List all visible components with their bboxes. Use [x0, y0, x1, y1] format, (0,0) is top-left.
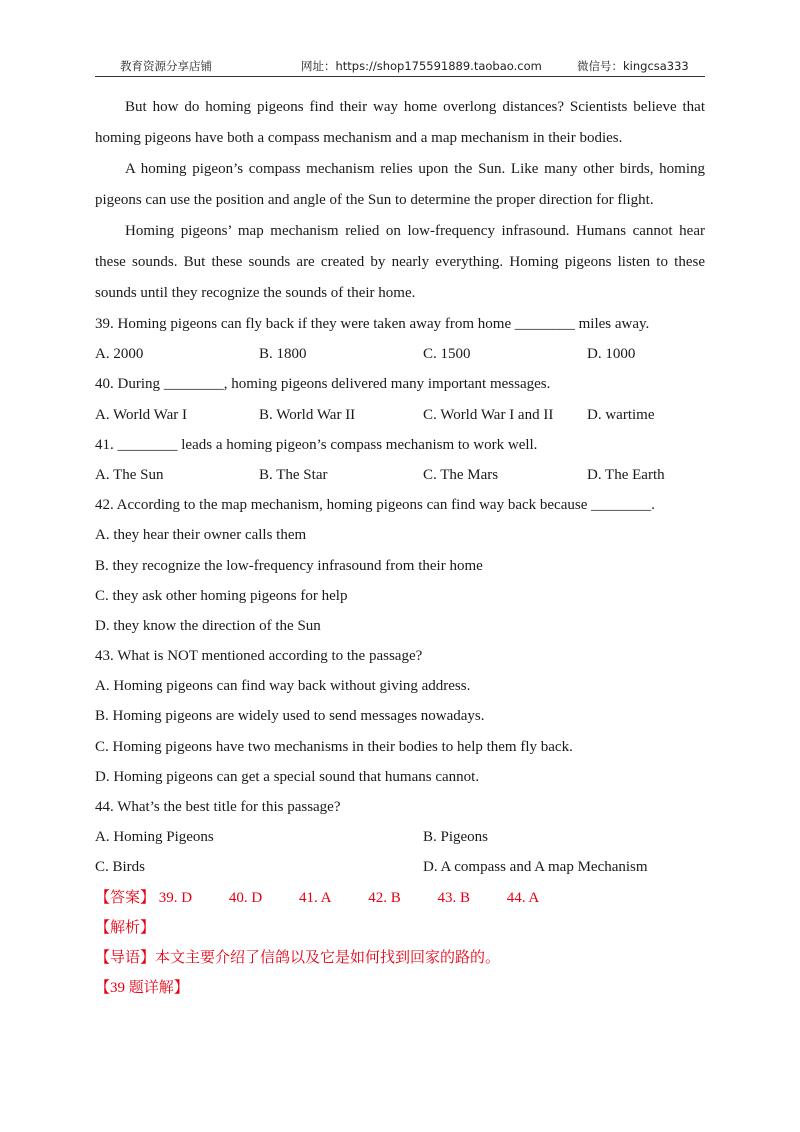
- question-41-options: [95, 460, 705, 490]
- question-40-stem: 40. During ________, homing pigeons delivered many important messages.: [95, 376, 551, 393]
- analysis-heading: 【解析】: [95, 919, 156, 936]
- question-42-stem: 42. According to the map mechanism, homing pigeons can find way back because ________.: [95, 497, 655, 514]
- answer-item: 40. D: [228, 889, 263, 906]
- answer-key: [95, 883, 705, 913]
- option: D. A compass and A map Mechanism: [423, 859, 648, 876]
- answer-item: 43. B: [437, 889, 470, 906]
- page-header: [95, 56, 705, 77]
- guide-text: 【导语】本文主要介绍了信鸽以及它是如何找到回家的路的。: [95, 949, 501, 966]
- option: D. 1000: [587, 346, 636, 363]
- passage-paragraph-1: But how do homing pigeons find their way home overlong distances? Scientists believe that homing pigeons have both a compass mechanism and a map mechanism in their bodies.: [95, 99, 705, 146]
- question-44-options-row-2: [95, 852, 705, 882]
- question-43-option-b: B. Homing pigeons are widely used to send messages nowadays.: [95, 708, 485, 725]
- question-43-stem: 43. What is NOT mentioned according to the passage?: [95, 648, 423, 665]
- question-42-option-a: A. they hear their owner calls them: [95, 527, 307, 544]
- header-url: 网址：https://shop175591889.taobao.com: [301, 59, 542, 73]
- option: C. 1500: [423, 346, 471, 363]
- option: A. The Sun: [95, 466, 164, 483]
- option: A. Homing Pigeons: [95, 829, 214, 846]
- option: B. Pigeons: [423, 829, 489, 846]
- question-41-stem: 41. ________ leads a homing pigeon’s compass mechanism to work well.: [95, 436, 538, 453]
- header-shop-name: 教育资源分享店铺: [120, 59, 212, 73]
- option: D. The Earth: [587, 466, 665, 483]
- question-42-option-d: D. they know the direction of the Sun: [95, 617, 321, 634]
- answer-item: 44. A: [506, 889, 540, 906]
- question-42-option-b: B. they recognize the low-frequency infrasound from their home: [95, 557, 483, 574]
- question-39-options: [95, 339, 705, 369]
- option: C. Birds: [95, 859, 146, 876]
- document-body: [95, 92, 705, 1003]
- option: B. 1800: [259, 346, 307, 363]
- question-43-option-a: A. Homing pigeons can find way back without giving address.: [95, 678, 471, 695]
- option: C. World War I and II: [423, 406, 554, 423]
- option: C. The Mars: [423, 466, 499, 483]
- passage-paragraph-2: A homing pigeon’s compass mechanism relies upon the Sun. Like many other birds, homing pigeons can use the position and angle of the Sun to determine the proper direction for flight.: [95, 161, 705, 208]
- header-wechat: 微信号：kingcsa333: [577, 59, 689, 73]
- question-44-options-row-1: [95, 822, 705, 852]
- answer-item: 39. D: [158, 889, 193, 906]
- answer-item: 42. B: [368, 889, 401, 906]
- option: B. World War II: [259, 406, 356, 423]
- passage-paragraph-3: Homing pigeons’ map mechanism relied on low-frequency infrasound. Humans cannot hear these sounds. But these sounds are created by nearly everything. Homing pigeons listen to these sounds until they recognize the sounds of their home.: [95, 223, 705, 301]
- option: B. The Star: [259, 466, 328, 483]
- option: D. wartime: [587, 406, 655, 423]
- answer-label: 【答案】: [95, 889, 156, 906]
- question-39-stem: 39. Homing pigeons can fly back if they were taken away from home ________ miles away.: [95, 316, 650, 332]
- option: A. World War I: [95, 406, 188, 423]
- option: A. 2000: [95, 346, 144, 363]
- question-43-option-c: C. Homing pigeons have two mechanisms in their bodies to help them fly back.: [95, 738, 573, 755]
- question-40-options: [95, 400, 705, 430]
- question-44-stem: 44. What’s the best title for this passage?: [95, 799, 341, 815]
- answer-item: 41. A: [298, 889, 332, 906]
- question-39-explanation-heading: 【39 题详解】: [95, 980, 189, 997]
- question-43-option-d: D. Homing pigeons can get a special sound that humans cannot.: [95, 768, 480, 785]
- question-42-option-c: C. they ask other homing pigeons for help: [95, 587, 348, 604]
